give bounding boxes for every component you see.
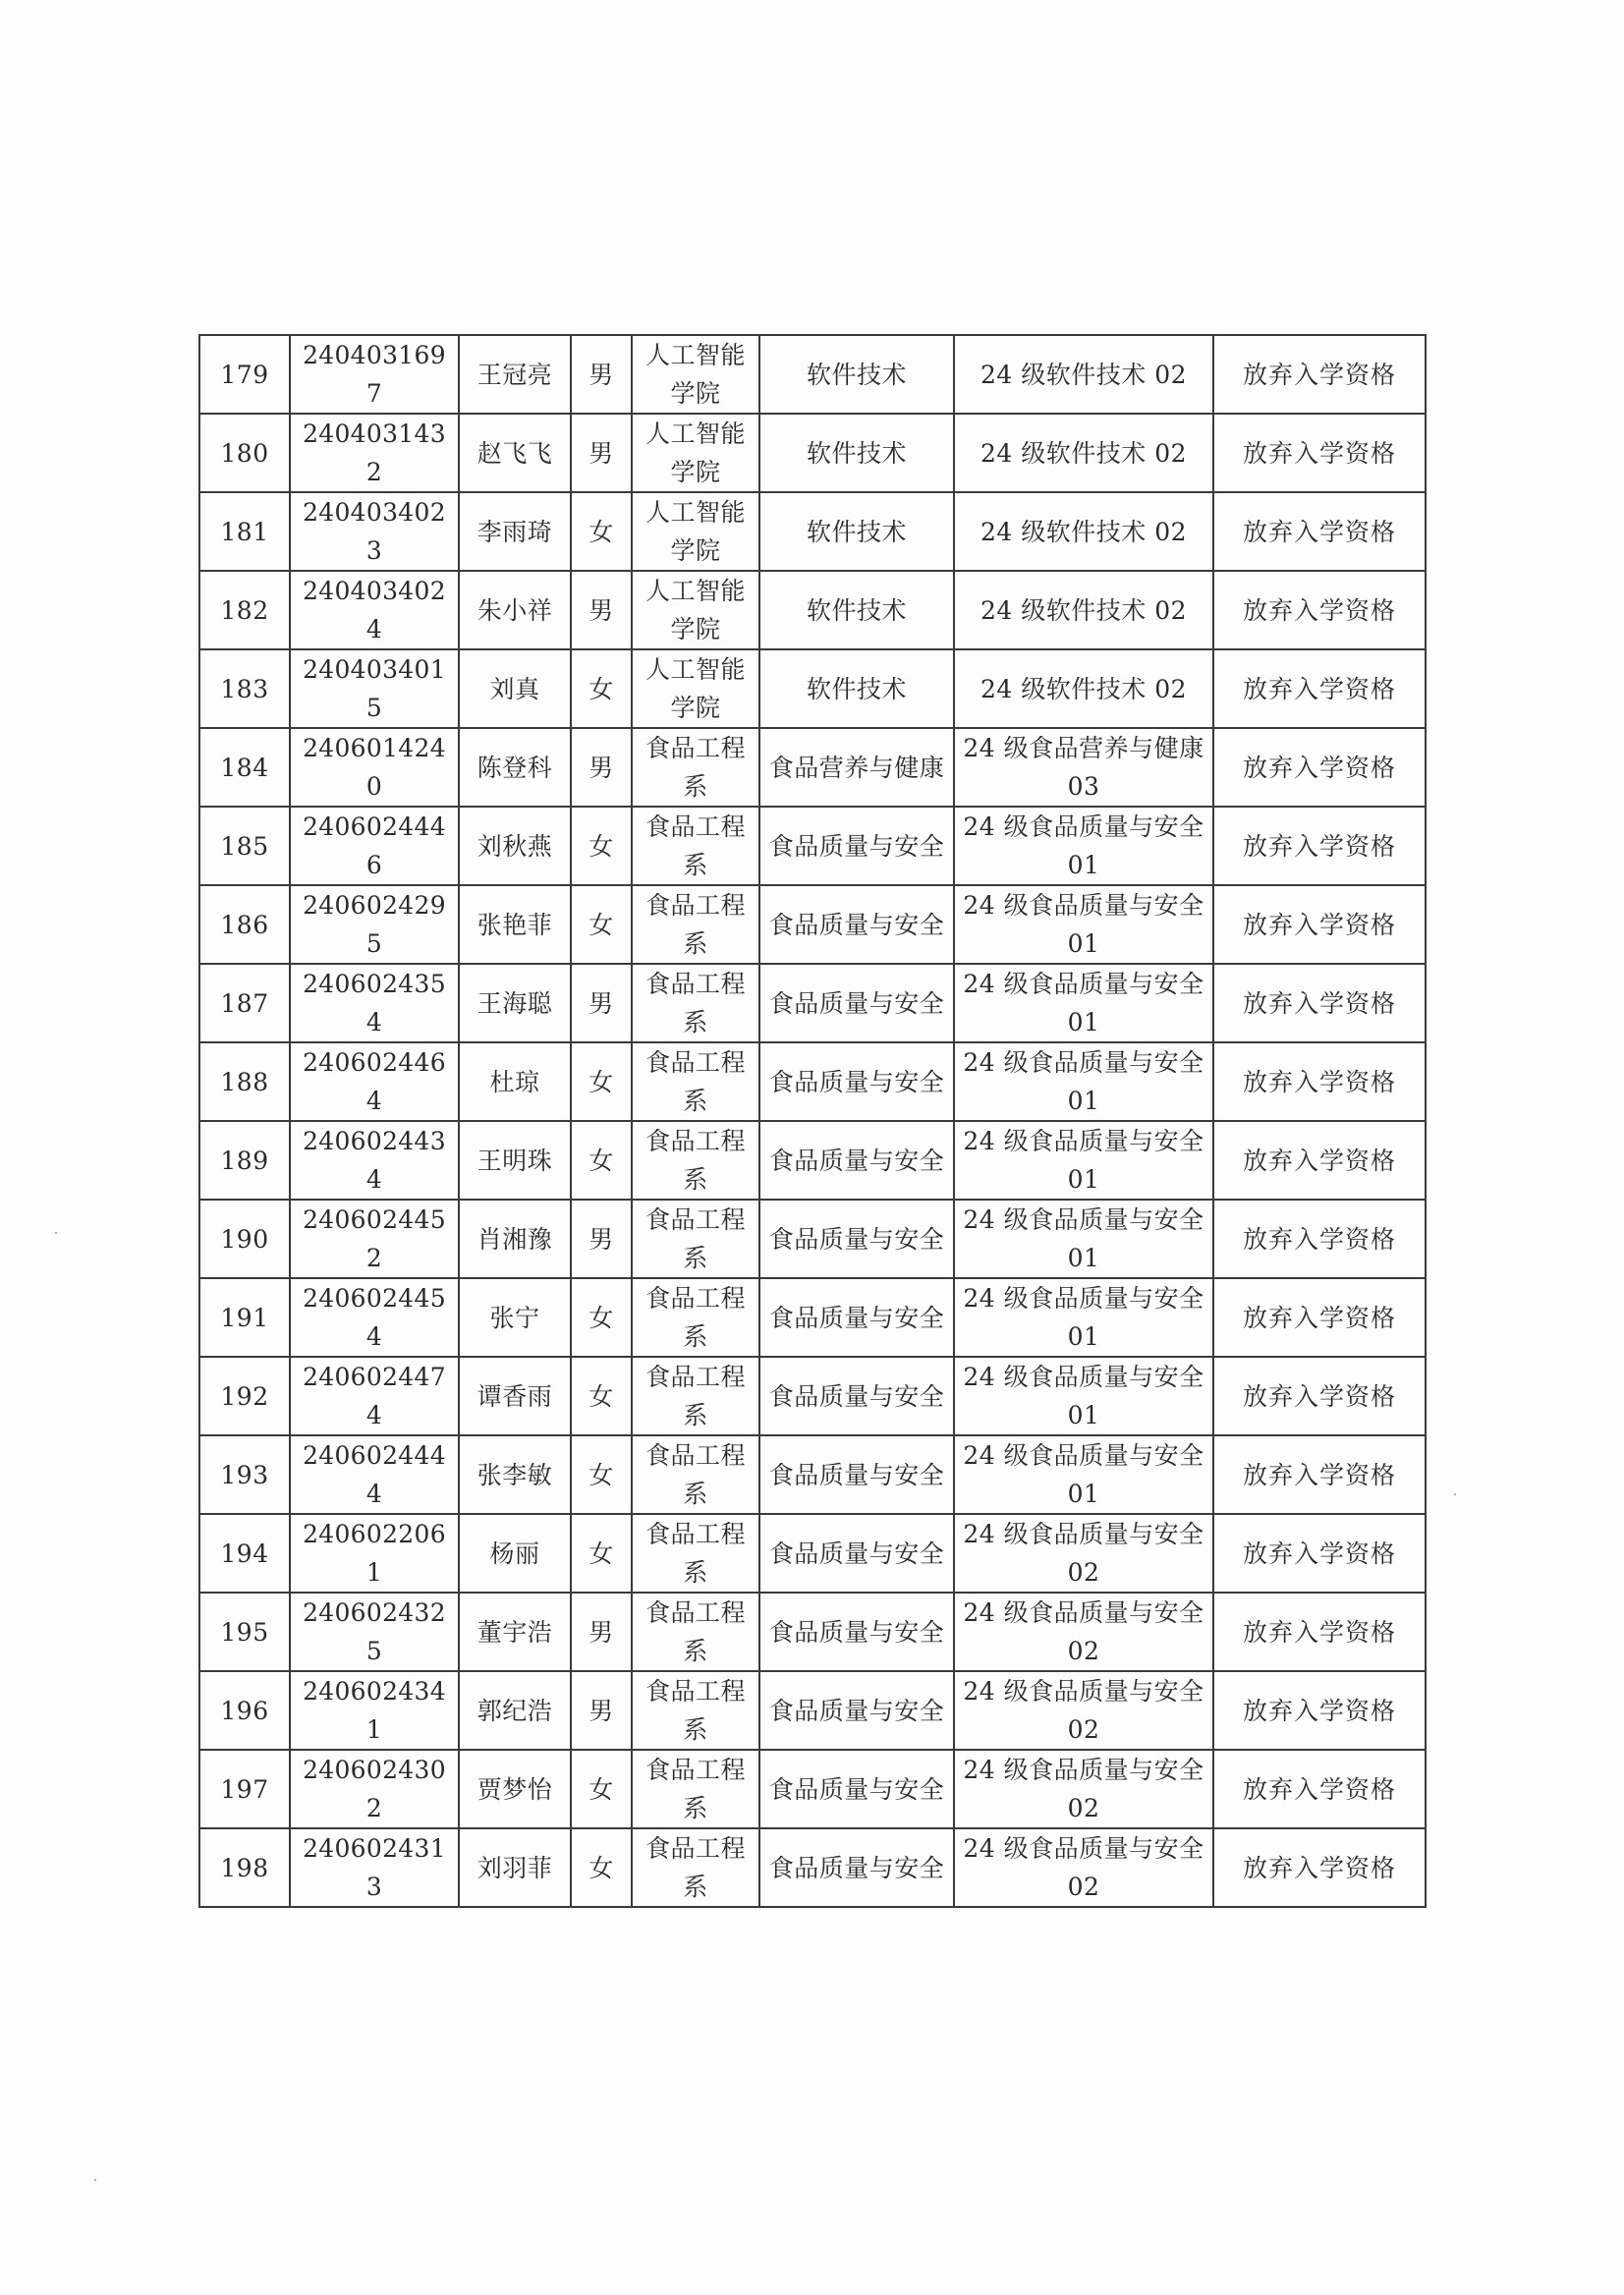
department-cell: 人工智能学院 [632, 649, 759, 728]
major-cell: 食品质量与安全 [759, 1042, 954, 1121]
student-name-cell: 贾梦怡 [459, 1750, 571, 1828]
student-id-cell: 2406024434 [290, 1121, 459, 1200]
row-number-cell: 180 [199, 414, 290, 492]
row-number-cell: 183 [199, 649, 290, 728]
major-cell: 食品质量与安全 [759, 964, 954, 1042]
class-cell: 24 级软件技术 02 [954, 649, 1213, 728]
major-cell: 软件技术 [759, 649, 954, 728]
table-row [199, 1750, 1426, 1828]
gender-cell: 女 [571, 1357, 632, 1435]
gender-cell: 女 [571, 1435, 632, 1514]
department-cell: 食品工程系 [632, 1435, 759, 1514]
status-cell: 放弃入学资格 [1213, 885, 1426, 964]
major-cell: 软件技术 [759, 414, 954, 492]
student-name-cell: 杨丽 [459, 1514, 571, 1593]
major-cell: 软件技术 [759, 492, 954, 571]
student-id-cell: 2406024341 [290, 1671, 459, 1750]
table-row [199, 1042, 1426, 1121]
gender-cell: 男 [571, 414, 632, 492]
gender-cell: 女 [571, 1278, 632, 1357]
status-cell: 放弃入学资格 [1213, 964, 1426, 1042]
status-cell: 放弃入学资格 [1213, 1435, 1426, 1514]
row-number-cell: 198 [199, 1828, 290, 1907]
student-name-cell: 董宇浩 [459, 1593, 571, 1671]
row-number-cell: 185 [199, 807, 290, 885]
major-cell: 食品营养与健康 [759, 728, 954, 807]
student-id-cell: 2404031697 [290, 335, 459, 414]
department-cell: 人工智能学院 [632, 571, 759, 649]
table-row [199, 1278, 1426, 1357]
student-name-cell: 郭纪浩 [459, 1671, 571, 1750]
class-cell: 24 级食品质量与安全 01 [954, 807, 1213, 885]
student-name-cell: 杜琼 [459, 1042, 571, 1121]
class-cell: 24 级食品质量与安全 01 [954, 1435, 1213, 1514]
major-cell: 食品质量与安全 [759, 1278, 954, 1357]
row-number-cell: 186 [199, 885, 290, 964]
student-id-cell: 2406024474 [290, 1357, 459, 1435]
department-cell: 人工智能学院 [632, 335, 759, 414]
department-cell: 食品工程系 [632, 1357, 759, 1435]
student-name-cell: 刘羽菲 [459, 1828, 571, 1907]
gender-cell: 男 [571, 1593, 632, 1671]
gender-cell: 女 [571, 492, 632, 571]
department-cell: 食品工程系 [632, 885, 759, 964]
major-cell: 食品质量与安全 [759, 1750, 954, 1828]
student-name-cell: 赵飞飞 [459, 414, 571, 492]
table-row [199, 414, 1426, 492]
class-cell: 24 级食品营养与健康 03 [954, 728, 1213, 807]
row-number-cell: 194 [199, 1514, 290, 1593]
class-cell: 24 级食品质量与安全 02 [954, 1750, 1213, 1828]
table-row [199, 1671, 1426, 1750]
student-id-cell: 2406024444 [290, 1435, 459, 1514]
class-cell: 24 级软件技术 02 [954, 492, 1213, 571]
student-id-cell: 2406024302 [290, 1750, 459, 1828]
student-id-cell: 2404031432 [290, 414, 459, 492]
student-id-cell: 2406022061 [290, 1514, 459, 1593]
roster-body [199, 335, 1426, 1907]
row-number-cell: 188 [199, 1042, 290, 1121]
class-cell: 24 级食品质量与安全 01 [954, 885, 1213, 964]
major-cell: 食品质量与安全 [759, 1514, 954, 1593]
row-number-cell: 196 [199, 1671, 290, 1750]
class-cell: 24 级软件技术 02 [954, 414, 1213, 492]
table-row [199, 335, 1426, 414]
table-row [199, 1435, 1426, 1514]
major-cell: 食品质量与安全 [759, 1671, 954, 1750]
department-cell: 食品工程系 [632, 1750, 759, 1828]
gender-cell: 男 [571, 728, 632, 807]
gender-cell: 女 [571, 1750, 632, 1828]
department-cell: 食品工程系 [632, 1828, 759, 1907]
major-cell: 食品质量与安全 [759, 1828, 954, 1907]
status-cell: 放弃入学资格 [1213, 571, 1426, 649]
status-cell: 放弃入学资格 [1213, 1042, 1426, 1121]
student-name-cell: 王海聪 [459, 964, 571, 1042]
department-cell: 食品工程系 [632, 728, 759, 807]
student-id-cell: 2406024313 [290, 1828, 459, 1907]
status-cell: 放弃入学资格 [1213, 414, 1426, 492]
status-cell: 放弃入学资格 [1213, 1750, 1426, 1828]
table-row [199, 807, 1426, 885]
major-cell: 软件技术 [759, 335, 954, 414]
department-cell: 食品工程系 [632, 807, 759, 885]
class-cell: 24 级食品质量与安全 01 [954, 1200, 1213, 1278]
status-cell: 放弃入学资格 [1213, 1593, 1426, 1671]
department-cell: 食品工程系 [632, 1200, 759, 1278]
student-id-cell: 2404034023 [290, 492, 459, 571]
major-cell: 食品质量与安全 [759, 807, 954, 885]
student-name-cell: 刘真 [459, 649, 571, 728]
student-name-cell: 谭香雨 [459, 1357, 571, 1435]
class-cell: 24 级食品质量与安全 02 [954, 1828, 1213, 1907]
gender-cell: 女 [571, 1828, 632, 1907]
gender-cell: 男 [571, 1671, 632, 1750]
student-id-cell: 2406024446 [290, 807, 459, 885]
department-cell: 食品工程系 [632, 1514, 759, 1593]
row-number-cell: 190 [199, 1200, 290, 1278]
gender-cell: 男 [571, 964, 632, 1042]
gender-cell: 女 [571, 1042, 632, 1121]
class-cell: 24 级食品质量与安全 01 [954, 1042, 1213, 1121]
department-cell: 人工智能学院 [632, 492, 759, 571]
student-id-cell: 2404034015 [290, 649, 459, 728]
table-row [199, 1514, 1426, 1593]
table-row [199, 885, 1426, 964]
major-cell: 食品质量与安全 [759, 1200, 954, 1278]
class-cell: 24 级食品质量与安全 02 [954, 1593, 1213, 1671]
row-number-cell: 179 [199, 335, 290, 414]
department-cell: 食品工程系 [632, 1593, 759, 1671]
table-row [199, 728, 1426, 807]
student-name-cell: 王冠亮 [459, 335, 571, 414]
major-cell: 食品质量与安全 [759, 1121, 954, 1200]
gender-cell: 男 [571, 335, 632, 414]
major-cell: 食品质量与安全 [759, 1435, 954, 1514]
status-cell: 放弃入学资格 [1213, 1514, 1426, 1593]
status-cell: 放弃入学资格 [1213, 728, 1426, 807]
major-cell: 食品质量与安全 [759, 1357, 954, 1435]
student-name-cell: 张李敏 [459, 1435, 571, 1514]
department-cell: 食品工程系 [632, 1121, 759, 1200]
major-cell: 软件技术 [759, 571, 954, 649]
status-cell: 放弃入学资格 [1213, 649, 1426, 728]
student-name-cell: 张宁 [459, 1278, 571, 1357]
table-row [199, 492, 1426, 571]
gender-cell: 男 [571, 571, 632, 649]
row-number-cell: 197 [199, 1750, 290, 1828]
gender-cell: 女 [571, 1121, 632, 1200]
class-cell: 24 级食品质量与安全 02 [954, 1671, 1213, 1750]
row-number-cell: 181 [199, 492, 290, 571]
major-cell: 食品质量与安全 [759, 1593, 954, 1671]
row-number-cell: 193 [199, 1435, 290, 1514]
department-cell: 食品工程系 [632, 1278, 759, 1357]
status-cell: 放弃入学资格 [1213, 335, 1426, 414]
student-id-cell: 2406014240 [290, 728, 459, 807]
student-name-cell: 王明珠 [459, 1121, 571, 1200]
student-name-cell: 张艳菲 [459, 885, 571, 964]
gender-cell: 男 [571, 1200, 632, 1278]
row-number-cell: 184 [199, 728, 290, 807]
status-cell: 放弃入学资格 [1213, 1828, 1426, 1907]
table-row [199, 649, 1426, 728]
student-id-cell: 2406024452 [290, 1200, 459, 1278]
status-cell: 放弃入学资格 [1213, 1278, 1426, 1357]
class-cell: 24 级食品质量与安全 01 [954, 1357, 1213, 1435]
table-row [199, 1593, 1426, 1671]
gender-cell: 女 [571, 1514, 632, 1593]
student-id-cell: 2406024454 [290, 1278, 459, 1357]
table-row [199, 964, 1426, 1042]
table-row [199, 1121, 1426, 1200]
row-number-cell: 182 [199, 571, 290, 649]
row-number-cell: 195 [199, 1593, 290, 1671]
class-cell: 24 级食品质量与安全 01 [954, 1121, 1213, 1200]
student-id-cell: 2406024295 [290, 885, 459, 964]
student-id-cell: 2406024325 [290, 1593, 459, 1671]
table-row [199, 1200, 1426, 1278]
department-cell: 食品工程系 [632, 1042, 759, 1121]
row-number-cell: 187 [199, 964, 290, 1042]
class-cell: 24 级食品质量与安全 01 [954, 1278, 1213, 1357]
table-row [199, 571, 1426, 649]
student-roster-table [198, 334, 1427, 1908]
student-name-cell: 肖湘豫 [459, 1200, 571, 1278]
status-cell: 放弃入学资格 [1213, 1200, 1426, 1278]
student-name-cell: 李雨琦 [459, 492, 571, 571]
table-row [199, 1828, 1426, 1907]
gender-cell: 女 [571, 807, 632, 885]
status-cell: 放弃入学资格 [1213, 1357, 1426, 1435]
class-cell: 24 级软件技术 02 [954, 571, 1213, 649]
status-cell: 放弃入学资格 [1213, 807, 1426, 885]
class-cell: 24 级食品质量与安全 02 [954, 1514, 1213, 1593]
class-cell: 24 级食品质量与安全 01 [954, 964, 1213, 1042]
department-cell: 食品工程系 [632, 1671, 759, 1750]
status-cell: 放弃入学资格 [1213, 492, 1426, 571]
gender-cell: 女 [571, 885, 632, 964]
row-number-cell: 191 [199, 1278, 290, 1357]
gender-cell: 女 [571, 649, 632, 728]
class-cell: 24 级软件技术 02 [954, 335, 1213, 414]
student-id-cell: 2404034024 [290, 571, 459, 649]
status-cell: 放弃入学资格 [1213, 1671, 1426, 1750]
row-number-cell: 192 [199, 1357, 290, 1435]
department-cell: 人工智能学院 [632, 414, 759, 492]
department-cell: 食品工程系 [632, 964, 759, 1042]
student-name-cell: 刘秋燕 [459, 807, 571, 885]
student-id-cell: 2406024464 [290, 1042, 459, 1121]
row-number-cell: 189 [199, 1121, 290, 1200]
student-id-cell: 2406024354 [290, 964, 459, 1042]
student-name-cell: 朱小祥 [459, 571, 571, 649]
major-cell: 食品质量与安全 [759, 885, 954, 964]
table-row [199, 1357, 1426, 1435]
status-cell: 放弃入学资格 [1213, 1121, 1426, 1200]
student-name-cell: 陈登科 [459, 728, 571, 807]
